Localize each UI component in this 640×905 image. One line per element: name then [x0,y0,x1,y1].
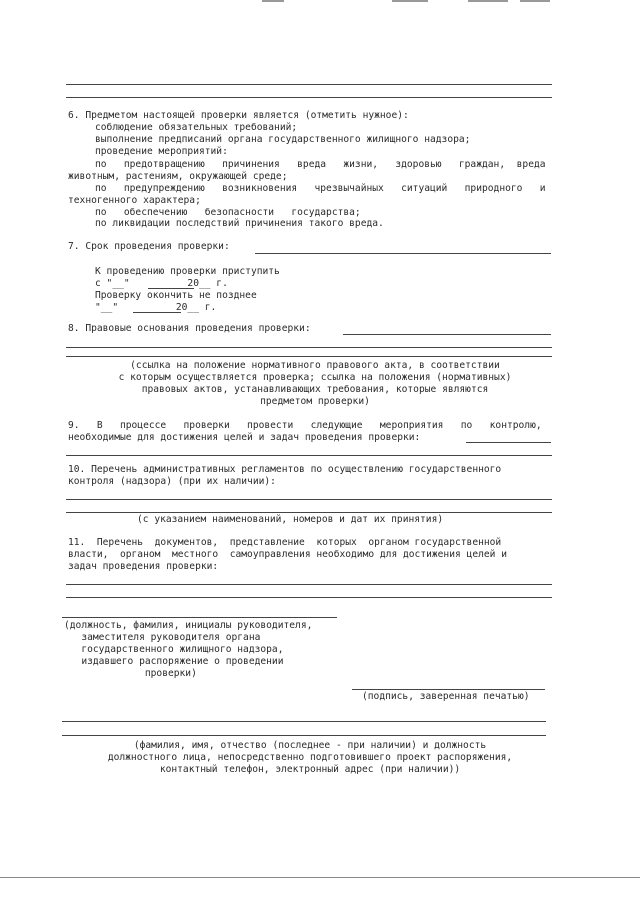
section-10-line2: контроля (надзора) (при их наличии): [68,476,276,487]
section-11-line2: власти, органом местного самоуправления необходимо для достижения целей и [68,549,507,560]
top-edge-mark [262,0,284,2]
preparer-note: (фамилия, имя, отчество (последнее - при наличии) и должность должностного лица, непосредственно подготовившего проект распоряжения, контактный телефон, электронный адрес (при наличии)) [107,740,513,775]
top-edge-mark [468,0,508,2]
section-11-line1: 11. Перечень документов, представление которых органом государственной [68,537,502,548]
start-date: с "__" 20__ г. [95,278,228,289]
section-8-title: 8. Правовые основания проведения проверки: [68,323,311,334]
section-6-item: животным, растениям, окружающей среде; [68,171,288,182]
measures-line [66,455,552,456]
page-bottom-edge [0,877,640,878]
section-6-title: 6. Предметом настоящей проверки является (отметить нужное): [68,110,409,121]
end-month-line [133,312,181,313]
section-6-item: по предотвращению причинения вреда жизни, здоровью граждан, вреда [95,159,546,170]
position-line [62,617,337,618]
start-label: К проведению проверки приступить [95,266,280,277]
measures-line [466,442,551,443]
regulations-line [66,499,552,500]
top-edge-mark [520,0,550,2]
signature-note: (подпись, заверенная печатью) [362,691,530,702]
section-7-title: 7. Срок проведения проверки: [68,241,230,252]
legal-basis-line [66,347,552,348]
section-10-line1: 10. Перечень административных регламентов по осуществлению государственного [68,464,502,475]
legal-basis-line [343,334,551,335]
section-10-note: (с указанием наименований, номеров и дат их принятия) [137,514,444,525]
section-6-item: соблюдение обязательных требований; [95,122,298,133]
section-6-item: техногенного характера; [68,195,201,206]
start-month-line [148,288,194,289]
section-6-item: выполнение предписаний органа государственного жилищного надзора; [95,134,471,145]
section-6-item: проведение мероприятий: [95,146,228,157]
section-6-item: по ликвидации последствий причинения такого вреда. [95,218,384,229]
section-6-item: по предупреждению возникновения чрезвычайных ситуаций природного и [95,183,546,194]
section-11-line3: задач проведения проверки: [68,561,219,572]
position-note: (должность, фамилия, инициалы руководителя, заместителя руководителя органа государственного жилищного надзора, издавшего распоряжение о проведении проверки) [64,620,313,679]
blank-line [66,97,552,98]
documents-line [66,597,552,598]
regulations-line [66,512,552,513]
preparer-line [62,721,546,722]
documents-line [66,584,552,585]
section-9-line1: 9. В процессе проверки провести следующие мероприятия по контролю, [68,420,542,431]
section-6-item: по обеспечению безопасности государства; [95,207,361,218]
term-line [255,253,551,254]
signature-line [352,689,545,690]
blank-line [66,84,552,85]
end-date: "__" 20__ г. [95,302,217,313]
end-label: Проверку окончить не позднее [95,290,257,301]
legal-basis-line [66,356,552,357]
top-edge-mark [392,0,428,2]
section-9-line2: необходимые для достижения целей и задач проведения проверки: [68,432,421,443]
section-8-note: (ссылка на положение нормативного правового акта, в соответствии с которым осуществляется проверка; ссылка на положения (нормативных) правовых актов, устанавливающих требования, которые являются предметом проверки) [118,360,512,407]
preparer-line [62,735,546,736]
